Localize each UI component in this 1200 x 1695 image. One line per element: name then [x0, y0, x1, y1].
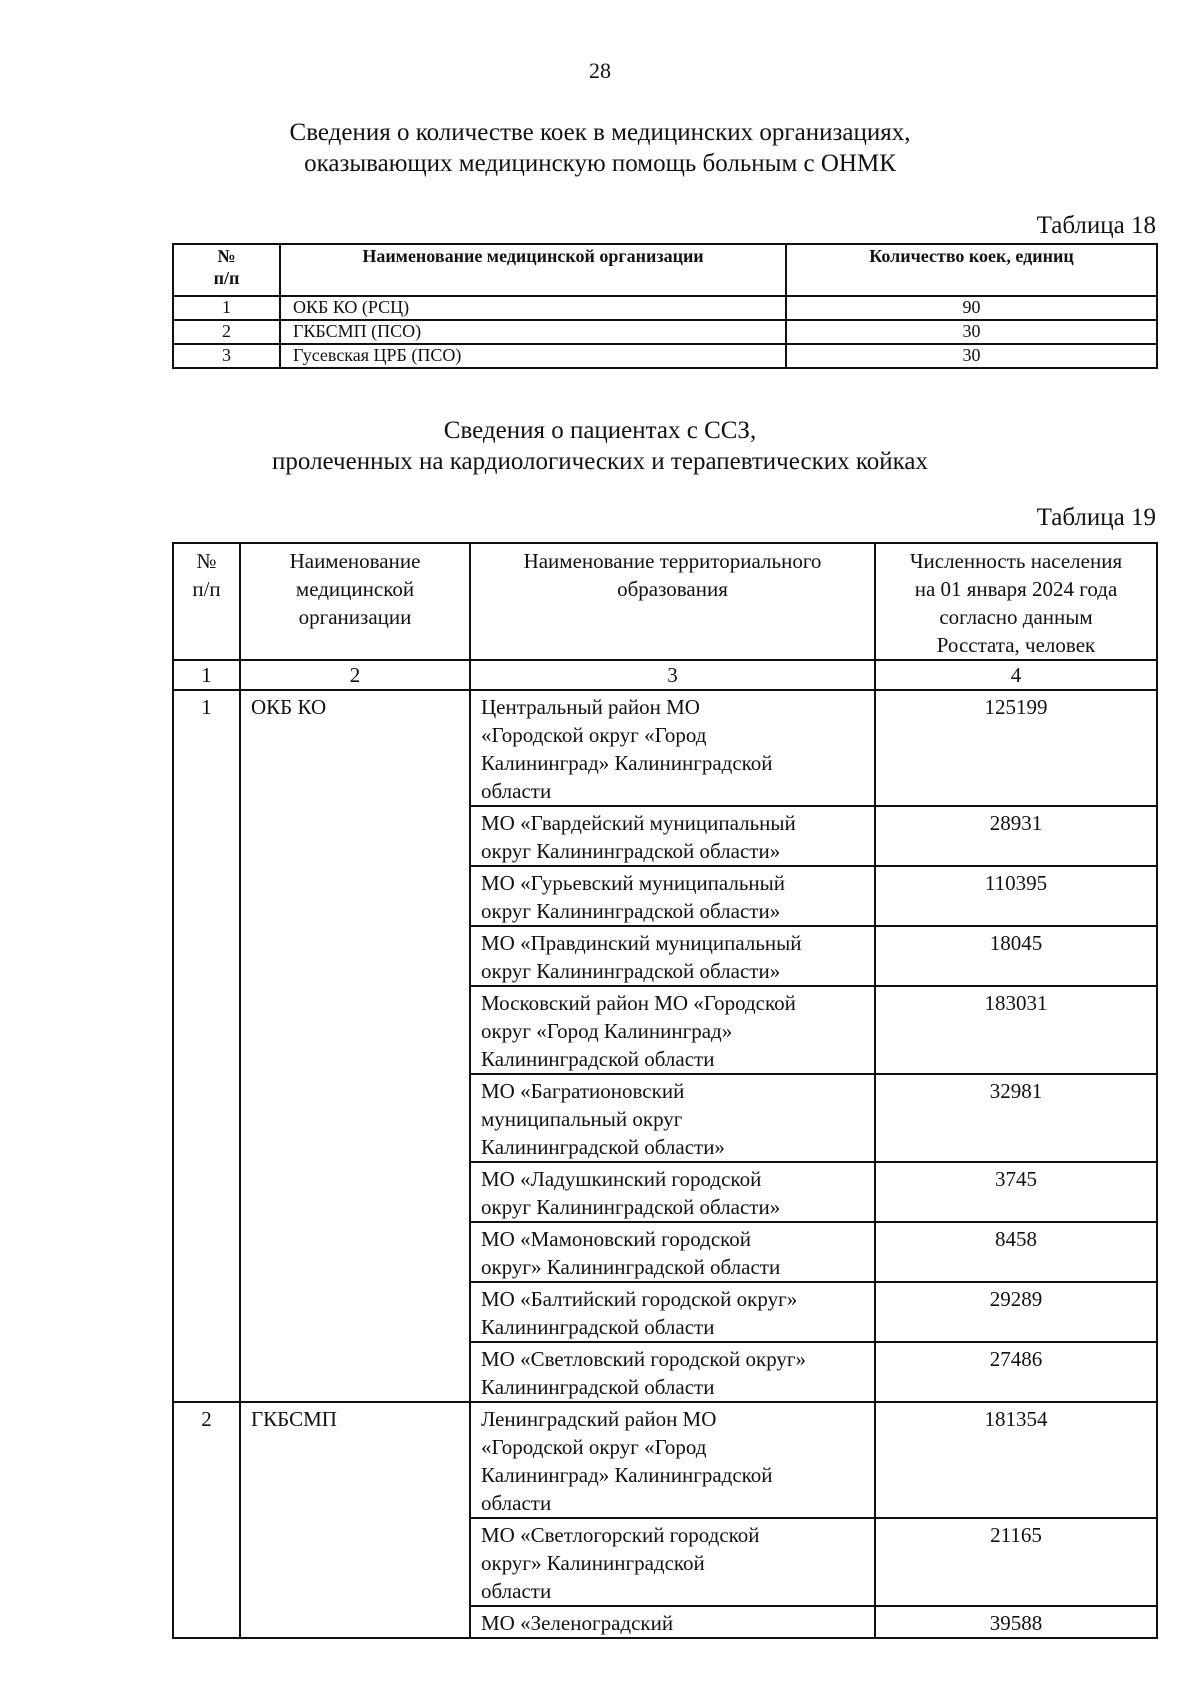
organization-cell: ОКБ КО	[240, 690, 470, 1402]
table19-header-org: Наименование медицинской организации	[240, 543, 470, 660]
territory-cell: МО «Багратионовский муниципальный округ Калининградской области»	[470, 1074, 875, 1162]
organization-cell: ГКБСМП	[240, 1402, 470, 1638]
territory-cell: МО «Гурьевский муниципальный округ Калининградской области»	[470, 866, 875, 926]
population-cell: 18045	[875, 926, 1157, 986]
table18-caption: Таблица 18	[1036, 212, 1156, 239]
population-cell: 183031	[875, 986, 1157, 1074]
territory-cell: МО «Мамоновский городской округ» Калининградской области	[470, 1222, 875, 1282]
territory-cell: Центральный район МО «Городской округ «Город Калининград» Калининградской области	[470, 690, 875, 806]
table18-header-org: Наименование медицинской организации	[280, 244, 786, 296]
organization-cell: ОКБ КО (РСЦ)	[280, 296, 786, 320]
territory-cell: МО «Светлогорский городской округ» Калининградской области	[470, 1518, 875, 1606]
population-cell: 8458	[875, 1222, 1157, 1282]
population-cell: 39588	[875, 1606, 1157, 1638]
table18-heading	[0, 117, 1200, 179]
table18	[172, 243, 1158, 369]
territory-cell: МО «Правдинский муниципальный округ Калининградской области»	[470, 926, 875, 986]
table19-header-num: № п/п	[173, 543, 240, 660]
table18-heading-line1: Сведения о количестве коек в медицинских организациях,	[289, 119, 911, 146]
population-cell: 27486	[875, 1342, 1157, 1402]
territory-cell: МО «Зеленоградский	[470, 1606, 875, 1638]
population-cell: 125199	[875, 690, 1157, 806]
table19-heading	[0, 415, 1200, 477]
population-cell: 3745	[875, 1162, 1157, 1222]
table19	[172, 542, 1158, 1639]
population-cell: 32981	[875, 1074, 1157, 1162]
population-cell: 21165	[875, 1518, 1157, 1606]
row-number-cell: 1	[173, 690, 240, 1402]
column-number: 3	[470, 660, 875, 690]
table19-header-row	[173, 543, 1157, 660]
table18-header-row	[173, 244, 1157, 296]
row-number-cell: 2	[173, 1402, 240, 1638]
population-cell: 28931	[875, 806, 1157, 866]
row-number-cell: 1	[173, 296, 280, 320]
table-row	[173, 690, 1157, 806]
organization-cell: Гусевская ЦРБ (ПСО)	[280, 344, 786, 368]
table19-heading-line2: пролеченных на кардиологических и терапевтических койках	[272, 448, 928, 475]
table18-header-num: № п/п	[173, 244, 280, 296]
table19-caption: Таблица 19	[1036, 504, 1156, 531]
table-row	[173, 1402, 1157, 1518]
table19-header-population: Численность населения на 01 января 2024 года согласно данным Росстата, человек	[875, 543, 1157, 660]
table19-header-territory: Наименование территориального образования	[470, 543, 875, 660]
territory-cell: МО «Светловский городской округ» Калининградской области	[470, 1342, 875, 1402]
column-number: 1	[173, 660, 240, 690]
population-cell: 29289	[875, 1282, 1157, 1342]
territory-cell: Московский район МО «Городской округ «Город Калининград» Калининградской области	[470, 986, 875, 1074]
beds-count-cell: 30	[786, 320, 1157, 344]
table-row	[173, 296, 1157, 320]
column-number: 2	[240, 660, 470, 690]
table19-column-numbers-row	[173, 660, 1157, 690]
territory-cell: МО «Гвардейский муниципальный округ Калининградской области»	[470, 806, 875, 866]
table-row	[173, 320, 1157, 344]
table18-heading-line2: оказывающих медицинскую помощь больным с ОНМК	[304, 150, 896, 177]
table18-header-beds: Количество коек, единиц	[786, 244, 1157, 296]
territory-cell: Ленинградский район МО «Городской округ «Город Калининград» Калининградской области	[470, 1402, 875, 1518]
table-row	[173, 344, 1157, 368]
beds-count-cell: 90	[786, 296, 1157, 320]
territory-cell: МО «Балтийский городской округ» Калининградской области	[470, 1282, 875, 1342]
beds-count-cell: 30	[786, 344, 1157, 368]
row-number-cell: 2	[173, 320, 280, 344]
page-number: 28	[589, 58, 611, 83]
territory-cell: МО «Ладушкинский городской округ Калининградской области»	[470, 1162, 875, 1222]
organization-cell: ГКБСМП (ПСО)	[280, 320, 786, 344]
population-cell: 181354	[875, 1402, 1157, 1518]
population-cell: 110395	[875, 866, 1157, 926]
table19-heading-line1: Сведения о пациентах с ССЗ,	[443, 417, 757, 444]
column-number: 4	[875, 660, 1157, 690]
row-number-cell: 3	[173, 344, 280, 368]
